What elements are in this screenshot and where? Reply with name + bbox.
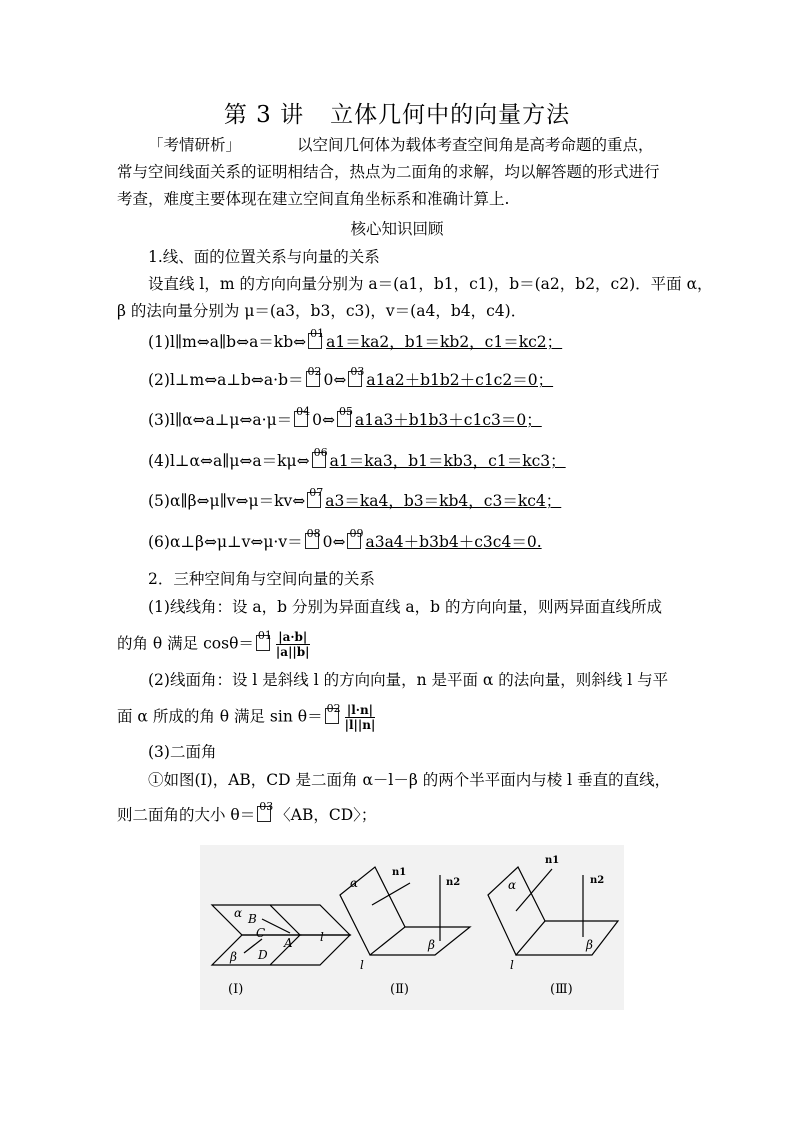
intro-text-3: 考查，难度主要体现在建立空间直角坐标系和准确计算上. (117, 190, 510, 208)
item-mid: 0⇔ (323, 371, 347, 389)
intro-text-1: 以空间几何体为载体考查空间角是高考命题的重点， (297, 136, 654, 154)
fig2-label: β (428, 938, 435, 952)
fig1-label: B (248, 912, 257, 926)
section-1-para-2: β 的法向量分别为 μ＝(a3，b3，c3)，v＝(a4，b4，c4)． (117, 302, 527, 320)
fig2-label: n2 (446, 877, 461, 888)
sin-fraction (345, 703, 376, 732)
fig3-label: α (508, 878, 517, 892)
angle-1-line-b (117, 630, 310, 659)
fig2-label: α (350, 876, 359, 890)
fig1-label: β (230, 950, 237, 964)
item-answer: a1＝ka2，b1＝kb2，c1＝kc2； (326, 333, 563, 351)
angle-1-text: 的角 θ 满足 cosθ＝ (117, 634, 254, 653)
blank-number: 06 (313, 446, 328, 459)
item-answer: a3a4＋b3b4＋c3c4＝0. (365, 533, 542, 551)
section-1-para-1: 设直线 l，m 的方向向量分别为 a＝(a1，b1，c1)，b＝(a2，b2，c2)．平面 α， (148, 275, 713, 293)
angle-2-text: 面 α 所成的角 θ 满足 sin θ＝ (117, 707, 323, 726)
relation-item (148, 327, 563, 352)
section-2-heading: 2．三种空间角与空间向量的关系 (148, 570, 375, 588)
blank-number: 07 (309, 486, 324, 499)
intro-paragraph (117, 132, 677, 213)
blank-number: 03 (350, 365, 365, 378)
blank-number: 02 (307, 365, 322, 378)
item-lhs: (4)l⊥α⇔a∥μ⇔a＝kμ⇔ (148, 452, 310, 470)
item-answer: a3＝ka4，b3＝kb4，c3＝kc4； (325, 492, 562, 510)
relation-item (148, 405, 542, 430)
item-answer: a1a2＋b1b2＋c1c2＝0； (366, 371, 554, 389)
cos-fraction (276, 630, 310, 659)
fig3-label: n2 (590, 875, 605, 886)
section-1-heading: 1.线、面的位置关系与向量的关系 (148, 248, 380, 266)
blank-number: 04 (296, 405, 311, 418)
dihedral-line-a: ①如图(Ⅰ)，AB，CD 是二面角 α－l－β 的两个半平面内与棱 l 垂直的直线， (148, 771, 671, 789)
relation-item (148, 446, 566, 471)
fig3-label: l (510, 958, 514, 972)
item-lhs: (6)α⊥β⇔μ⊥v⇔μ·v＝ (148, 533, 303, 551)
dihedral-text: 则二面角的大小 θ＝ (117, 806, 256, 824)
lecture-title: 立体几何中的向量方法 (330, 102, 571, 128)
fig3-label: β (586, 938, 593, 952)
item-lhs: (3)l∥α⇔a⊥μ⇔a·μ＝ (148, 411, 293, 429)
angle-1-line-a: (1)线线角：设 a，b 分别为异面直线 a，b 的方向向量，则两异面直线所成 (148, 598, 662, 616)
fraction-numerator: |a·b| (276, 630, 310, 645)
fig2-caption: (Ⅱ) (390, 982, 409, 997)
section-header: 核心知识回顾 (350, 220, 444, 238)
fig1-label: A (284, 936, 293, 950)
intro-text-2: 常与空间线面关系的证明相结合，热点为二面角的求解，均以解答题的形式进行 (117, 163, 660, 181)
angle-2-line-a: (2)线面角：设 l 是斜线 l 的方向向量，n 是平面 α 的法向量，则斜线 l 与平 (148, 671, 669, 689)
blank-number: 01 (257, 628, 272, 642)
fig3-caption: (Ⅲ) (550, 982, 573, 997)
fig1-label: C (256, 926, 266, 940)
relation-item (148, 527, 542, 552)
blank-number: 01 (310, 327, 325, 340)
fig3-label: n1 (545, 855, 560, 866)
angle-3-heading: (3)二面角 (148, 743, 217, 761)
item-answer: a1＝ka3，b1＝kb3，c1＝kc3； (329, 452, 566, 470)
fig1-label: D (258, 948, 268, 962)
dihedral-line-b (117, 800, 377, 825)
relation-item (148, 365, 554, 390)
intro-tag: 「考情研析」 (148, 136, 242, 154)
fig2-label: l (360, 958, 364, 972)
fig1-caption: (Ⅰ) (228, 982, 244, 997)
fig1-label: α (234, 906, 243, 920)
blank-number: 05 (339, 405, 354, 418)
fig1-label: l (320, 930, 324, 944)
item-lhs: (2)l⊥m⇔a⊥b⇔a·b＝ (148, 371, 304, 389)
item-answer: a1a3＋b1b3＋c1c3＝0； (355, 411, 542, 429)
item-lhs: (5)α∥β⇔μ∥v⇔μ＝kv⇔ (148, 492, 306, 510)
fig2-label: n1 (392, 867, 407, 878)
item-mid: 0⇔ (322, 533, 346, 551)
dihedral-figures (200, 845, 624, 1010)
blank-number: 08 (306, 527, 321, 540)
fraction-denominator: |l||n| (344, 718, 376, 732)
item-mid: 0⇔ (312, 411, 336, 429)
item-lhs: (1)l∥m⇔a∥b⇔a＝kb⇔ (148, 333, 307, 351)
angle-2-line-b (117, 703, 375, 732)
fraction-numerator: |l·n| (345, 703, 376, 718)
blank-number: 02 (326, 701, 341, 715)
dihedral-tail: 〈AB，CD〉； (275, 806, 377, 824)
fraction-denominator: |a||b| (275, 645, 310, 659)
lecture-number: 第 3 讲 (223, 102, 305, 128)
relation-item (148, 486, 562, 511)
blank-number: 03 (259, 800, 274, 813)
page-title (0, 96, 794, 129)
blank-number: 09 (349, 527, 364, 540)
